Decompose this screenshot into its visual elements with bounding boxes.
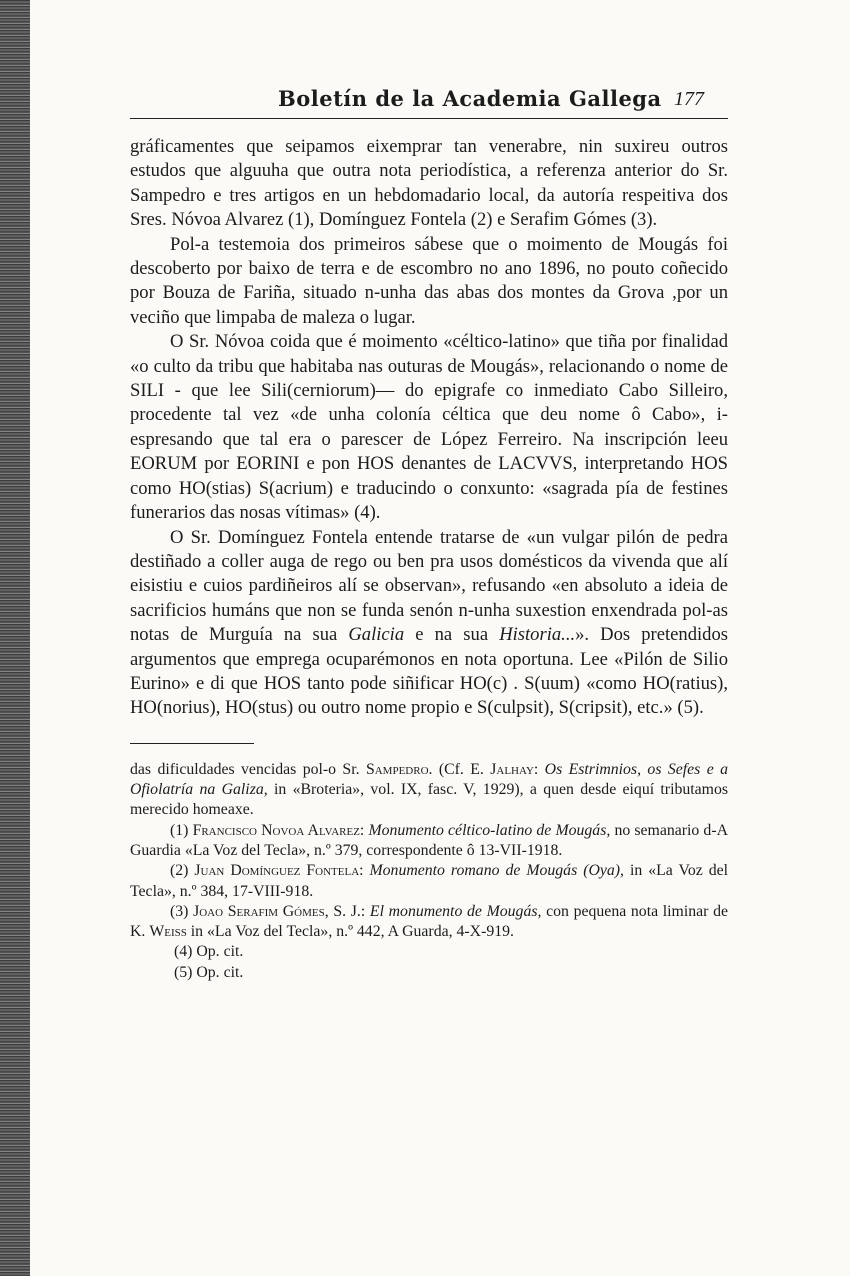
- footnote-2-number: (2): [170, 862, 189, 880]
- footnote-2-title: Monumento romano de Mougás (Oya),: [369, 862, 624, 880]
- work-title-galicia: Galicia: [348, 624, 405, 646]
- footnote-continued: [130, 760, 728, 821]
- footnotes: [130, 760, 728, 983]
- paragraph-1: gráficamentes que seipamos eixemprar tan venerabre, nin suxireu outros estudos que alguuha que outra nota periodística, a referenza anterior do Sr. Sampedro e tres artigos en un hebdomadario local, da autoría respeitiva dos Sres. Nóvoa Alvarez (1), Domínguez Fontela (2) e Serafim Gómes (3).: [130, 136, 728, 231]
- running-header: [130, 84, 728, 119]
- footnote-4: [130, 942, 728, 962]
- footnote-2-details: in «La Voz del Tecla», n.º 384, 17-VIII-918.: [130, 862, 728, 900]
- footnote-1-title: Monumento céltico-latino de Mougás,: [368, 821, 611, 839]
- footnote-4-text: Op. cit.: [196, 943, 244, 961]
- footnote-continued-text-a: das dificuldades vencidas pol-o Sr.: [130, 760, 360, 778]
- footnote-1-details: no semanario d-A Guardia «La Voz del Tecla», n.º 379, correspondente ô 13-VII-1918.: [130, 821, 729, 859]
- body-text: [130, 135, 728, 721]
- page: [130, 84, 728, 983]
- paragraph-4: [130, 526, 728, 721]
- running-title: Boletín de la Academia Gallega: [278, 86, 662, 111]
- footnote-3-number: (3): [170, 902, 189, 920]
- footnote-3-author: Joao Serafim Gómes: [193, 902, 325, 920]
- footnote-5: [130, 963, 728, 983]
- footnote-4-number: (4): [174, 943, 193, 961]
- footnote-3-weiss: Weiss: [149, 923, 187, 941]
- footnote-continued-text-c: :: [533, 760, 539, 778]
- paragraph-2: Pol-a testemoia dos primeiros sábese que o moimento de Mougás foi descoberto por baixo de terra e de escombro no ano 1896, no pouto coñecido por Bouza de Fariña, situado n-unha das abas dos montes da Grova ,por un veciño que limpaba de maleza o lugar.: [130, 233, 728, 328]
- footnote-1-number: (1): [170, 821, 189, 839]
- work-title-historia: Historia...: [499, 624, 576, 646]
- footnote-3-details-b: in «La Voz del Tecla», n.º 442, A Guarda, 4-X-919.: [190, 923, 514, 941]
- paragraph-4-text-b: e na sua: [415, 624, 489, 646]
- footnote-5-number: (5): [174, 963, 193, 981]
- footnote-3-details-a: con pequena nota liminar de K.: [130, 902, 728, 941]
- footnote-continued-title: Os Estrimnios, os Sefes e a Ofiolatría na Galiza,: [130, 760, 728, 799]
- footnote-3: [130, 902, 728, 943]
- footnote-continued-name: Sampedro: [365, 760, 429, 778]
- footnote-divider: [130, 743, 254, 744]
- footnote-1: [130, 821, 728, 862]
- page-number: 177: [674, 88, 704, 110]
- footnote-2-separator: :: [359, 862, 364, 880]
- paragraph-4-text-c: ». Dos pretendidos argumentos que emprega ocuparémonos en nota oportuna. Lee «Pilón de Silio Eurino» e di que HOS tanto pode siñificar HO(c) . S(uum) «como HO(ratius), HO(norius), HO(stus) ou outro nome propio e S(culpsit), S(cripsit), etc.» (5).: [130, 624, 728, 719]
- footnote-continued-text-d: in «Broteria», vol. IX, fasc. V, 1929), a quen desde eiquí tributamos merecido homeaxe.: [130, 781, 728, 819]
- paragraph-3: O Sr. Nóvoa coida que é moimento «céltico-latino» que tiña por finalidad «o culto da tribu que habitaba nas outuras de Mougás», relacionando o nome de SILI - que lee Sili(cerniorum)— do epigrafe co inmediato Cabo Silleiro, procedente tal vez «de unha colonía céltica que deu nome ô Cabo», i-espresando que tal era o parescer de López Ferreiro. Na inscripción leeu EORUM por EORINI e pon HOS denantes de LACVVS, interpretando HOS como HO(stias) S(acrium) e traducindo o conxunto: «sagrada pía de festines funerarios das nosas vítimas» (4).: [130, 331, 728, 524]
- footnote-3-title: El monumento de Mougás,: [369, 902, 542, 920]
- footnote-2: [130, 861, 728, 902]
- scan-binding-edge: [0, 0, 30, 1276]
- footnote-continued-text-b: . (Cf. E.: [428, 760, 484, 778]
- footnote-continued-author: Jalhay: [490, 760, 534, 778]
- paragraph-4-text-a: O Sr. Domínguez Fontela entende tratarse de «un vulgar pilón de pedra destiñado a coller auga de rego ou ben pra usos domésticos da vivenda que alí eisistiu e cuios pardiñeiros alí se observan», refusando «en absoluto a ideia de sacrificios humáns que non se funda senón n-unha suxestion enxendrada pol-as notas de Murguía na sua: [130, 526, 728, 646]
- footnote-2-author: Juan Domínguez Fontela: [194, 862, 360, 880]
- footnote-1-separator: :: [359, 821, 365, 839]
- footnote-5-text: Op. cit.: [196, 963, 244, 981]
- footnote-1-author: Francisco Novoa Alvarez: [192, 821, 360, 839]
- footnote-3-separator: , S. J.:: [324, 902, 366, 920]
